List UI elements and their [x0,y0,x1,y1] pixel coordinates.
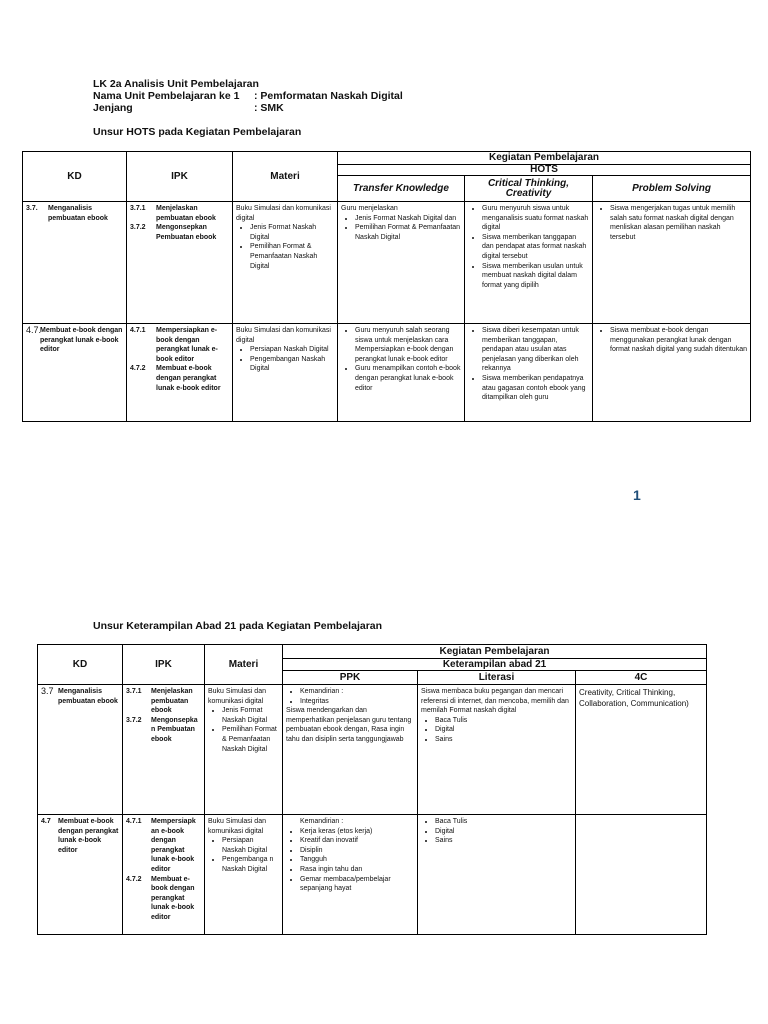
ppk-cell [283,685,418,815]
list-item: • Persiapan Naskah Digital [222,836,279,855]
hots-header-ipk: IPK [127,152,233,202]
ipk-text: Mengonsepkan Pembuatan ebook [156,224,217,241]
ipk-text: Menjelaskan pembuatan ebook [156,205,216,222]
list-item: • Persiapan Naskah Digital [250,345,334,355]
ipk-text: Membuat e-book dengan perangkat lunak e-book editor [156,365,221,392]
list-item: • Siswa memberikan tanggapan dan pendapat atas format naskah digital tersebut [482,233,589,262]
list-item: • Digital [435,827,572,837]
list-item: • Pengembanga n Naskah Digital [222,855,279,874]
list-item: • Kreatif dan inovatif [300,836,414,846]
list-item: • Jenis Format Naskah Digital [222,706,279,725]
list-item: • Jenis Format Naskah Digital [250,223,334,242]
literasi-intro: Siswa membaca buku pegangan dan mencari referensi di internet, dan mencoba, memilih dan memilah Format naskah digital [421,688,569,715]
list-item: • Integritas [300,697,414,707]
abad-header-materi: Materi [205,645,283,685]
unit-label: Nama Unit Pembelajaran ke 1 [93,90,240,102]
list-item: • Kemandirian : [300,687,414,697]
list-item: • Sains [435,735,572,745]
abad-header-ipk: IPK [123,645,205,685]
materi-cell [205,685,283,815]
ipk-text: Membuat e-book dengan perangkat lunak e-book editor [151,875,195,921]
kd-number: 3.7. [26,205,38,212]
transfer-cell [338,202,465,324]
page-number: 1 [633,487,641,503]
transfer-intro: Guru menjelaskan [341,205,398,212]
abad-header-ppk: PPK [283,671,418,685]
list-item: • Guru menyuruh salah seorang siswa untuk menjelaskan cara Mempersiapkan e-book dengan perangkat lunak e-book editor [355,326,461,364]
ipk-text: Mempersiapkan e-book dengan perangkat lunak e-book editor [156,327,218,363]
list-item: • Pemilihan Format & Pemanfaatan Naskah Digital [355,223,461,242]
jenjang-line [93,102,284,114]
ipk-cell [127,202,233,324]
ipk-number: 4.7.1 [130,327,146,334]
list-item: • Disiplin [300,846,414,856]
ppk-intro: Kemandirian : [300,818,344,825]
c4-cell: Creativity, Critical Thinking, Collaboration, Communication) [576,685,707,815]
ipk-number: 3.7.1 [126,688,142,695]
literasi-cell [418,815,576,935]
unit-value: : Pemformatan Naskah Digital [254,90,403,102]
hots-header-kegiatan: Kegiatan Pembelajaran [338,152,751,165]
list-item: • Siswa mengerjakan tugas untuk memilih salah satu format naskah digital dengan menliskan alasan pemilihan naskah tersebut [610,204,747,242]
jenjang-label: Jenjang [93,102,133,114]
transfer-cell [338,324,465,422]
c4-cell [576,815,707,935]
abad-header-literasi: Literasi [418,671,576,685]
hots-header-critical: Critical Thinking, Creativity [465,176,593,202]
ipk-text: Mengonsepka n Pembuatan ebook [151,716,198,743]
hots-header-transfer: Transfer Knowledge [338,176,465,202]
ipk-cell [127,324,233,422]
list-item: • Pemilihan Format & Pemanfaatan Naskah Digital [222,725,279,754]
list-item: • Guru menyuruh siswa untuk menganalisis suatu format naskah digital [482,204,589,233]
list-item: • Siswa memberikan usulan untuk membuat naskah digital dalam format yang dipilih [482,262,589,291]
table-row [23,202,751,324]
kd-text: Membuat e-book dengan perangkat lunak e-book editor [40,327,123,354]
list-item: • Rasa ingin tahu dan [300,865,414,875]
list-item: • Pemilihan Format & Pemanfaatan Naskah Digital [250,242,334,271]
table-row [23,324,751,422]
hots-header-kd: KD [23,152,127,202]
kd-number: 4.7 [41,818,51,825]
critical-cell [465,202,593,324]
unit-line [93,90,403,102]
ipk-text: Mempersiapk an e-book dengan perangkat lunak e-book editor [151,818,196,873]
ipk-number: 4.7.2 [126,875,142,883]
ipk-text: Menjelaskan pembuatan ebook [151,688,193,715]
list-item: • Gemar membaca/pembelajar sepanjang hayat [300,875,414,894]
abad-header-keterampilan: Keterampilan abad 21 [283,659,707,671]
kd-text: Menganalisis pembuatan ebook [58,688,118,705]
abad-header-kegiatan: Kegiatan Pembelajaran [283,645,707,659]
ipk-number: 3.7.2 [130,224,146,232]
list-item: • Digital [435,725,572,735]
kd-cell [23,202,127,324]
hots-table [22,151,751,422]
problem-cell [593,202,751,324]
ipk-cell [123,815,205,935]
list-item: • Tangguh [300,855,414,865]
list-item: • Sains [435,836,572,846]
hots-header-problem: Problem Solving [593,176,751,202]
materi-intro: Buku Simulasi dan komunikasi digital [236,327,331,344]
critical-cell [465,324,593,422]
hots-header-hots: HOTS [338,165,751,176]
abad-header-4c: 4C [576,671,707,685]
kd-cell [38,685,123,815]
abad21-heading: Unsur Keterampilan Abad 21 pada Kegiatan Pembelajaran [93,620,383,632]
ipk-cell [123,685,205,815]
ipk-number: 3.7.1 [130,205,146,212]
kd-cell [23,324,127,422]
abad-header-kd: KD [38,645,123,685]
list-item: • Baca Tulis [435,716,572,726]
materi-cell [205,815,283,935]
document-title: LK 2a Analisis Unit Pembelajaran [93,78,259,90]
list-item: • Siswa membuat e-book dengan menggunakan perangkat lunak dengan format naskah digital yang sudah ditentukan [610,326,747,355]
ipk-number: 4.7.2 [130,365,146,373]
kd-number: 4.7. [26,325,42,335]
kd-cell [38,815,123,935]
materi-cell [233,202,338,324]
ppk-text: Siswa mendengarkan dan memperhatikan penjelasan guru tentang pembuatan ebook dengan, Rasa ingin tahu dan disiplin serta tanggungjawab [286,707,412,743]
materi-cell [233,324,338,422]
abad21-table [37,644,707,935]
materi-intro: Buku Simulasi dan komunikasi digital [208,688,266,705]
hots-heading: Unsur HOTS pada Kegiatan Pembelajaran [93,126,302,138]
materi-intro: Buku Simulasi dan komunikasi digital [236,205,331,222]
list-item: • Kerja keras (etos kerja) [300,827,414,837]
literasi-cell [418,685,576,815]
list-item: • Baca Tulis [435,817,572,827]
hots-header-materi: Materi [233,152,338,202]
ipk-number: 4.7.1 [126,818,142,825]
kd-text: Menganalisis pembuatan ebook [48,205,108,222]
problem-cell [593,324,751,422]
ppk-cell [283,815,418,935]
jenjang-value: : SMK [254,102,284,114]
list-item: • Jenis Format Naskah Digital dan [355,214,461,224]
ipk-number: 3.7.2 [126,716,142,724]
list-item: • Guru menampilkan contoh e-book dengan perangkat lunak e-book editor [355,364,461,393]
list-item: • Pengembangan Naskah Digital [250,355,334,374]
list-item: • Siswa diberi kesempatan untuk memberikan tanggapan, pendapan atau usulan atas penjelasan yang diberikan oleh rekannya [482,326,589,374]
table-row [38,815,707,935]
kd-text: Membuat e-book dengan perangkat lunak e-book editor [58,818,119,854]
materi-intro: Buku Simulasi dan komunikasi digital [208,818,266,835]
kd-number: 3.7 [41,686,54,696]
table-row [38,685,707,815]
list-item: • Siswa memberikan pendapatnya atau gagasan contoh ebook yang ditampilkan oleh guru [482,374,589,403]
